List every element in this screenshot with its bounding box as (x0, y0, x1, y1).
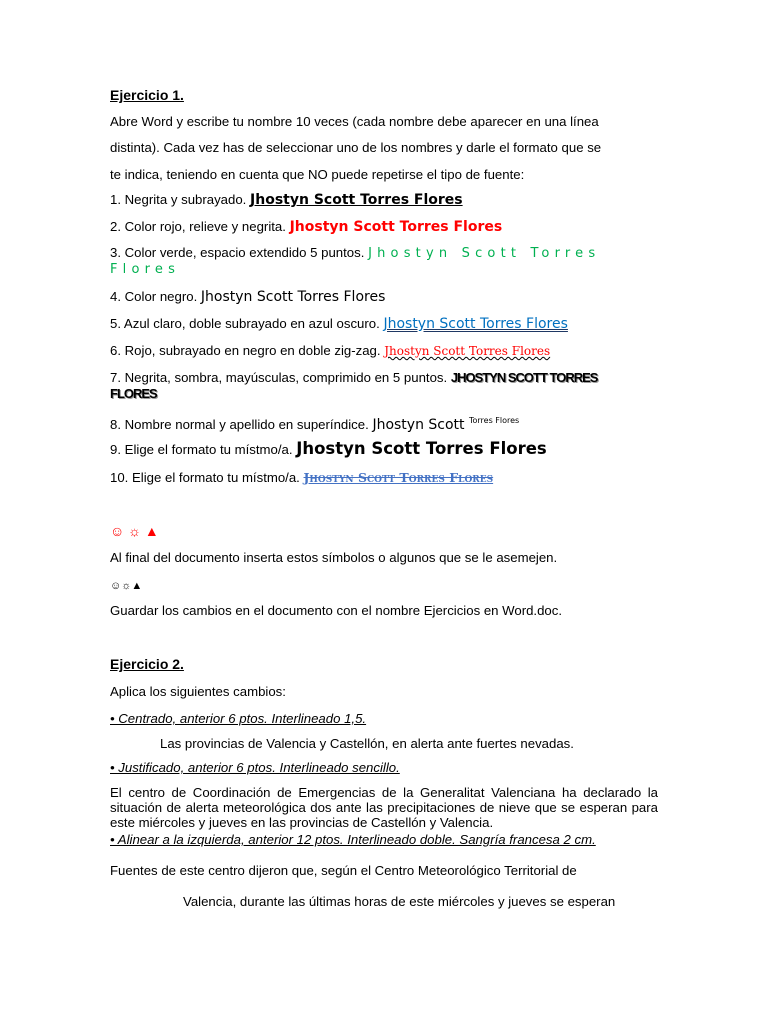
centered-line: Las provincias de Valencia y Castellón, en alerta ante fuertes nevadas. (160, 736, 574, 751)
item-label: 6. Rojo, subrayado en negro en doble zig-zag. (110, 343, 381, 358)
list-item-1 (110, 192, 463, 208)
exercise-1-heading: Ejercicio 1. (110, 87, 184, 103)
item-label: 10. Elige el formato tu místmo/a. (110, 470, 300, 485)
red-symbols: ☺ ☼ ▲ (110, 523, 159, 539)
item-label: 5. Azul claro, doble subrayado en azul oscuro. (110, 316, 380, 331)
black-symbols: ☺☼▲ (110, 580, 143, 592)
save-instruction: Guardar los cambios en el documento con el nombre Ejercicios en Word.doc. (110, 603, 563, 618)
symbols-instruction: Al final del documento inserta estos símbolos o algunos que se le asemejen. (110, 550, 558, 565)
item-label: 3. Color verde, espacio extendido 5 puntos. (110, 245, 365, 260)
formatted-name-continued: FLORES (110, 386, 157, 401)
formatted-name: Jhostyn Scott Torres Flores (296, 439, 547, 458)
item-label: 7. Negrita, sombra, mayúsculas, comprimido en 5 puntos. (110, 370, 448, 385)
list-item-2 (110, 219, 502, 235)
list-item-9 (110, 441, 547, 458)
exercise-2-heading: Ejercicio 2. (110, 656, 184, 672)
name-text: Jhostyn Scott (372, 417, 465, 433)
list-item-6 (110, 343, 550, 359)
formatted-name: JHOSTYN SCOTT TORRES (450, 370, 598, 385)
formatted-name: Jhostyn Scott Torres Flores (200, 289, 386, 305)
hanging-indent-line-2: Valencia, durante las últimas horas de este miércoles y jueves se esperan (183, 894, 616, 909)
item-label: 9. Elige el formato tu místmo/a. (110, 442, 293, 457)
formatted-name: Jhostyn Scott Torres (368, 246, 601, 261)
item-label: 4. Color negro. (110, 289, 198, 304)
format-option-3: • Alinear a la izquierda, anterior 12 ptos. Interlineado doble. Sangría francesa 2 cm. (110, 832, 596, 847)
item-label: 2. Color rojo, relieve y negrita. (110, 219, 286, 234)
formatted-name: Jhostyn Scott Torres Flores (384, 344, 551, 358)
justified-paragraph: El centro de Coordinación de Emergencias de la Generalitat Valenciana ha declarado la situación de alerta meteorológica dos ante las precipitaciones de nieve que se esperan para este miércoles y jueves en las provincias de Castellón y Valencia. (110, 785, 658, 830)
formatted-name-continued: Flores (110, 262, 181, 277)
formatted-name (372, 417, 519, 433)
formatted-name: Jhostyn Scott Torres Flores (303, 470, 494, 485)
intro-line: distinta). Cada vez has de seleccionar uno de los nombres y darle el formato que se (110, 140, 602, 155)
list-item-5 (110, 316, 568, 332)
format-option-2: • Justificado, anterior 6 ptos. Interlineado sencillo. (110, 760, 400, 775)
list-item-7 (110, 370, 597, 386)
list-item-10 (110, 470, 493, 486)
list-item-4 (110, 289, 385, 305)
list-item-3 (110, 245, 600, 262)
format-option-1: • Centrado, anterior 6 ptos. Interlineado 1,5. (110, 711, 367, 726)
hanging-indent-line-1: Fuentes de este centro dijeron que, según el Centro Meteorológico Territorial de (110, 863, 577, 878)
list-item-8 (110, 413, 519, 433)
formatted-name: Jhostyn Scott Torres Flores (383, 316, 568, 332)
item-label: 1. Negrita y subrayado. (110, 192, 247, 207)
exercise-2-intro: Aplica los siguientes cambios: (110, 684, 286, 699)
superscript-surname: Torres Flores (468, 416, 520, 425)
intro-line: te indica, teniendo en cuenta que NO puede repetirse el tipo de fuente: (110, 167, 525, 182)
intro-line: Abre Word y escribe tu nombre 10 veces (cada nombre debe aparecer en una línea (110, 114, 599, 129)
formatted-name: Jhostyn Scott Torres Flores (289, 219, 503, 235)
item-label: 8. Nombre normal y apellido en superíndice. (110, 417, 369, 432)
formatted-name: Jhostyn Scott Torres Flores (250, 192, 463, 208)
